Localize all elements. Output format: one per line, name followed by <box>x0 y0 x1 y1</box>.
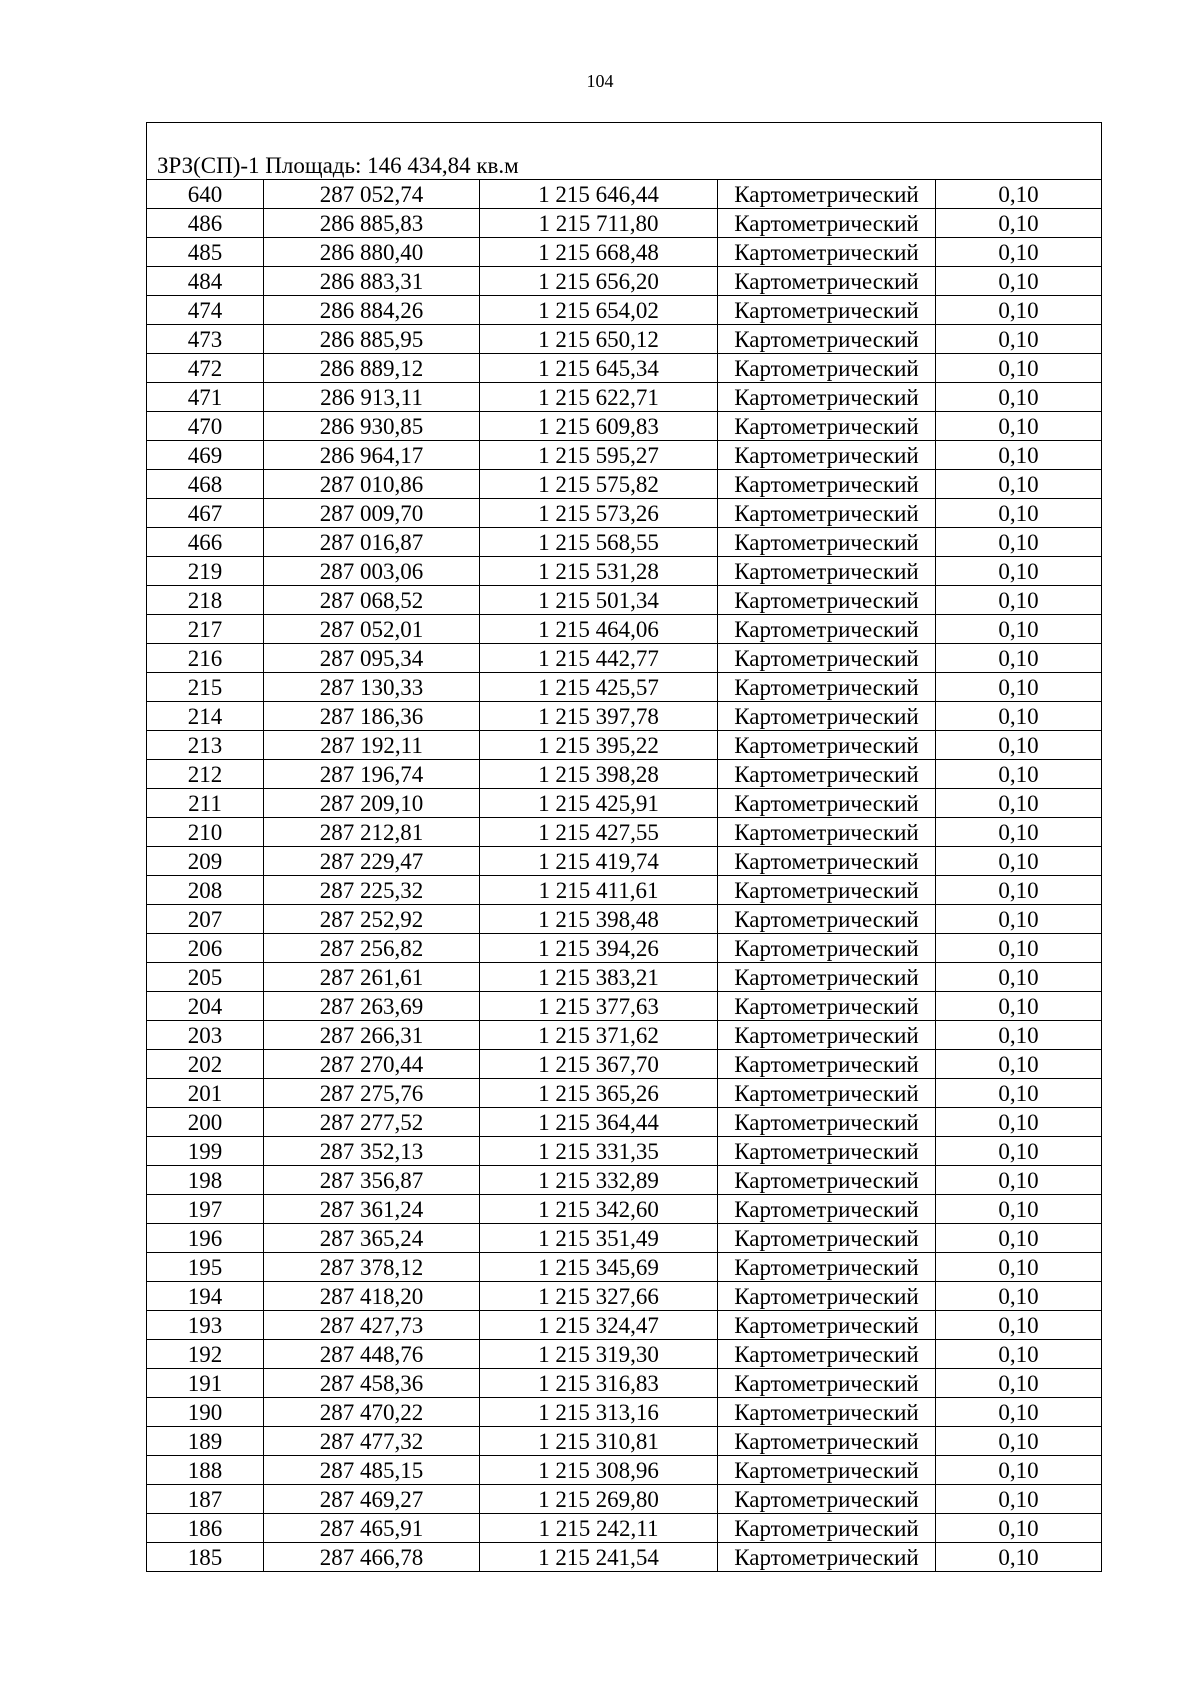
point-number-cell: 203 <box>147 1021 264 1050</box>
x-coordinate-cell: 287 196,74 <box>264 760 480 789</box>
x-coordinate-cell: 287 016,87 <box>264 528 480 557</box>
table-row <box>147 644 1102 673</box>
method-cell: Картометрический <box>718 1050 936 1079</box>
x-coordinate-cell: 287 052,01 <box>264 615 480 644</box>
point-number-cell: 190 <box>147 1398 264 1427</box>
table-row <box>147 818 1102 847</box>
point-number-cell: 186 <box>147 1514 264 1543</box>
y-coordinate-cell: 1 215 411,61 <box>480 876 718 905</box>
x-coordinate-cell: 287 225,32 <box>264 876 480 905</box>
point-number-cell: 207 <box>147 905 264 934</box>
point-number-cell: 212 <box>147 760 264 789</box>
y-coordinate-cell: 1 215 241,54 <box>480 1543 718 1572</box>
y-coordinate-cell: 1 215 442,77 <box>480 644 718 673</box>
x-coordinate-cell: 286 913,11 <box>264 383 480 412</box>
x-coordinate-cell: 287 448,76 <box>264 1340 480 1369</box>
zone-header-row <box>147 123 1102 180</box>
x-coordinate-cell: 287 256,82 <box>264 934 480 963</box>
y-coordinate-cell: 1 215 342,60 <box>480 1195 718 1224</box>
table-row <box>147 528 1102 557</box>
x-coordinate-cell: 287 458,36 <box>264 1369 480 1398</box>
point-number-cell: 191 <box>147 1369 264 1398</box>
y-coordinate-cell: 1 215 501,34 <box>480 586 718 615</box>
point-number-cell: 484 <box>147 267 264 296</box>
table-row <box>147 1253 1102 1282</box>
method-cell: Картометрический <box>718 789 936 818</box>
accuracy-cell: 0,10 <box>936 354 1102 383</box>
point-number-cell: 188 <box>147 1456 264 1485</box>
point-number-cell: 187 <box>147 1485 264 1514</box>
accuracy-cell: 0,10 <box>936 209 1102 238</box>
method-cell: Картометрический <box>718 557 936 586</box>
table-row <box>147 1282 1102 1311</box>
method-cell: Картометрический <box>718 267 936 296</box>
accuracy-cell: 0,10 <box>936 586 1102 615</box>
accuracy-cell: 0,10 <box>936 238 1102 267</box>
accuracy-cell: 0,10 <box>936 1166 1102 1195</box>
table-row <box>147 847 1102 876</box>
y-coordinate-cell: 1 215 650,12 <box>480 325 718 354</box>
y-coordinate-cell: 1 215 395,22 <box>480 731 718 760</box>
method-cell: Картометрический <box>718 760 936 789</box>
table-row <box>147 470 1102 499</box>
table-row <box>147 180 1102 209</box>
method-cell: Картометрический <box>718 586 936 615</box>
method-cell: Картометрический <box>718 180 936 209</box>
y-coordinate-cell: 1 215 398,48 <box>480 905 718 934</box>
point-number-cell: 219 <box>147 557 264 586</box>
method-cell: Картометрический <box>718 383 936 412</box>
accuracy-cell: 0,10 <box>936 818 1102 847</box>
y-coordinate-cell: 1 215 319,30 <box>480 1340 718 1369</box>
point-number-cell: 204 <box>147 992 264 1021</box>
y-coordinate-cell: 1 215 345,69 <box>480 1253 718 1282</box>
point-number-cell: 640 <box>147 180 264 209</box>
method-cell: Картометрический <box>718 731 936 760</box>
y-coordinate-cell: 1 215 371,62 <box>480 1021 718 1050</box>
accuracy-cell: 0,10 <box>936 1079 1102 1108</box>
table-row <box>147 209 1102 238</box>
table-row <box>147 1021 1102 1050</box>
method-cell: Картометрический <box>718 412 936 441</box>
table-row <box>147 325 1102 354</box>
x-coordinate-cell: 287 469,27 <box>264 1485 480 1514</box>
method-cell: Картометрический <box>718 470 936 499</box>
x-coordinate-cell: 287 003,06 <box>264 557 480 586</box>
accuracy-cell: 0,10 <box>936 470 1102 499</box>
x-coordinate-cell: 287 277,52 <box>264 1108 480 1137</box>
x-coordinate-cell: 286 889,12 <box>264 354 480 383</box>
point-number-cell: 472 <box>147 354 264 383</box>
method-cell: Картометрический <box>718 441 936 470</box>
accuracy-cell: 0,10 <box>936 1485 1102 1514</box>
y-coordinate-cell: 1 215 364,44 <box>480 1108 718 1137</box>
y-coordinate-cell: 1 215 531,28 <box>480 557 718 586</box>
method-cell: Картометрический <box>718 644 936 673</box>
method-cell: Картометрический <box>718 1166 936 1195</box>
table-row <box>147 789 1102 818</box>
table-row <box>147 1543 1102 1572</box>
accuracy-cell: 0,10 <box>936 1369 1102 1398</box>
y-coordinate-cell: 1 215 269,80 <box>480 1485 718 1514</box>
y-coordinate-cell: 1 215 427,55 <box>480 818 718 847</box>
y-coordinate-cell: 1 215 324,47 <box>480 1311 718 1340</box>
x-coordinate-cell: 287 266,31 <box>264 1021 480 1050</box>
accuracy-cell: 0,10 <box>936 615 1102 644</box>
y-coordinate-cell: 1 215 351,49 <box>480 1224 718 1253</box>
x-coordinate-cell: 287 212,81 <box>264 818 480 847</box>
point-number-cell: 215 <box>147 673 264 702</box>
table-row <box>147 1166 1102 1195</box>
table-row <box>147 557 1102 586</box>
page-number: 104 <box>586 71 614 91</box>
method-cell: Картометрический <box>718 1456 936 1485</box>
point-number-cell: 200 <box>147 1108 264 1137</box>
point-number-cell: 211 <box>147 789 264 818</box>
x-coordinate-cell: 287 365,24 <box>264 1224 480 1253</box>
method-cell: Картометрический <box>718 1427 936 1456</box>
accuracy-cell: 0,10 <box>936 1021 1102 1050</box>
point-number-cell: 208 <box>147 876 264 905</box>
y-coordinate-cell: 1 215 242,11 <box>480 1514 718 1543</box>
y-coordinate-cell: 1 215 365,26 <box>480 1079 718 1108</box>
zone-title: ЗРЗ(СП)-1 Площадь: 146 434,84 кв.м <box>147 123 1102 180</box>
y-coordinate-cell: 1 215 310,81 <box>480 1427 718 1456</box>
y-coordinate-cell: 1 215 398,28 <box>480 760 718 789</box>
y-coordinate-cell: 1 215 609,83 <box>480 412 718 441</box>
table-row <box>147 1195 1102 1224</box>
point-number-cell: 213 <box>147 731 264 760</box>
point-number-cell: 189 <box>147 1427 264 1456</box>
method-cell: Картометрический <box>718 1021 936 1050</box>
method-cell: Картометрический <box>718 528 936 557</box>
y-coordinate-cell: 1 215 327,66 <box>480 1282 718 1311</box>
method-cell: Картометрический <box>718 905 936 934</box>
method-cell: Картометрический <box>718 963 936 992</box>
x-coordinate-cell: 287 485,15 <box>264 1456 480 1485</box>
method-cell: Картометрический <box>718 1108 936 1137</box>
x-coordinate-cell: 287 252,92 <box>264 905 480 934</box>
table-row <box>147 1137 1102 1166</box>
accuracy-cell: 0,10 <box>936 1340 1102 1369</box>
accuracy-cell: 0,10 <box>936 1050 1102 1079</box>
accuracy-cell: 0,10 <box>936 383 1102 412</box>
x-coordinate-cell: 287 275,76 <box>264 1079 480 1108</box>
y-coordinate-cell: 1 215 397,78 <box>480 702 718 731</box>
method-cell: Картометрический <box>718 1543 936 1572</box>
table-row <box>147 296 1102 325</box>
point-number-cell: 198 <box>147 1166 264 1195</box>
table-row <box>147 673 1102 702</box>
table-row <box>147 1340 1102 1369</box>
accuracy-cell: 0,10 <box>936 412 1102 441</box>
y-coordinate-cell: 1 215 622,71 <box>480 383 718 412</box>
method-cell: Картометрический <box>718 702 936 731</box>
method-cell: Картометрический <box>718 876 936 905</box>
method-cell: Картометрический <box>718 1079 936 1108</box>
x-coordinate-cell: 286 883,31 <box>264 267 480 296</box>
x-coordinate-cell: 286 884,26 <box>264 296 480 325</box>
point-number-cell: 485 <box>147 238 264 267</box>
x-coordinate-cell: 287 465,91 <box>264 1514 480 1543</box>
accuracy-cell: 0,10 <box>936 731 1102 760</box>
table-row <box>147 499 1102 528</box>
x-coordinate-cell: 287 427,73 <box>264 1311 480 1340</box>
accuracy-cell: 0,10 <box>936 1195 1102 1224</box>
accuracy-cell: 0,10 <box>936 325 1102 354</box>
accuracy-cell: 0,10 <box>936 267 1102 296</box>
x-coordinate-cell: 287 209,10 <box>264 789 480 818</box>
y-coordinate-cell: 1 215 308,96 <box>480 1456 718 1485</box>
method-cell: Картометрический <box>718 1311 936 1340</box>
y-coordinate-cell: 1 215 575,82 <box>480 470 718 499</box>
x-coordinate-cell: 286 880,40 <box>264 238 480 267</box>
accuracy-cell: 0,10 <box>936 1514 1102 1543</box>
method-cell: Картометрический <box>718 1485 936 1514</box>
accuracy-cell: 0,10 <box>936 1282 1102 1311</box>
method-cell: Картометрический <box>718 992 936 1021</box>
table-row <box>147 1485 1102 1514</box>
y-coordinate-cell: 1 215 645,34 <box>480 354 718 383</box>
accuracy-cell: 0,10 <box>936 1543 1102 1572</box>
table-row <box>147 1311 1102 1340</box>
x-coordinate-cell: 287 418,20 <box>264 1282 480 1311</box>
table-row <box>147 267 1102 296</box>
accuracy-cell: 0,10 <box>936 499 1102 528</box>
point-number-cell: 196 <box>147 1224 264 1253</box>
method-cell: Картометрический <box>718 209 936 238</box>
point-number-cell: 202 <box>147 1050 264 1079</box>
method-cell: Картометрический <box>718 818 936 847</box>
x-coordinate-cell: 287 356,87 <box>264 1166 480 1195</box>
y-coordinate-cell: 1 215 332,89 <box>480 1166 718 1195</box>
x-coordinate-cell: 287 477,32 <box>264 1427 480 1456</box>
y-coordinate-cell: 1 215 394,26 <box>480 934 718 963</box>
table-row <box>147 1427 1102 1456</box>
accuracy-cell: 0,10 <box>936 992 1102 1021</box>
y-coordinate-cell: 1 215 568,55 <box>480 528 718 557</box>
method-cell: Картометрический <box>718 354 936 383</box>
x-coordinate-cell: 287 130,33 <box>264 673 480 702</box>
accuracy-cell: 0,10 <box>936 934 1102 963</box>
table-row <box>147 412 1102 441</box>
y-coordinate-cell: 1 215 654,02 <box>480 296 718 325</box>
table-row <box>147 876 1102 905</box>
method-cell: Картометрический <box>718 296 936 325</box>
x-coordinate-cell: 287 068,52 <box>264 586 480 615</box>
accuracy-cell: 0,10 <box>936 1456 1102 1485</box>
accuracy-cell: 0,10 <box>936 1427 1102 1456</box>
point-number-cell: 185 <box>147 1543 264 1572</box>
accuracy-cell: 0,10 <box>936 1224 1102 1253</box>
table-row <box>147 1456 1102 1485</box>
point-number-cell: 217 <box>147 615 264 644</box>
table-row <box>147 1079 1102 1108</box>
table-row <box>147 992 1102 1021</box>
x-coordinate-cell: 287 095,34 <box>264 644 480 673</box>
x-coordinate-cell: 287 270,44 <box>264 1050 480 1079</box>
table-row <box>147 1224 1102 1253</box>
table-row <box>147 1108 1102 1137</box>
accuracy-cell: 0,10 <box>936 1108 1102 1137</box>
point-number-cell: 468 <box>147 470 264 499</box>
accuracy-cell: 0,10 <box>936 1137 1102 1166</box>
table-row <box>147 905 1102 934</box>
x-coordinate-cell: 286 885,83 <box>264 209 480 238</box>
point-number-cell: 210 <box>147 818 264 847</box>
accuracy-cell: 0,10 <box>936 673 1102 702</box>
y-coordinate-cell: 1 215 383,21 <box>480 963 718 992</box>
table-row <box>147 615 1102 644</box>
point-number-cell: 470 <box>147 412 264 441</box>
accuracy-cell: 0,10 <box>936 528 1102 557</box>
y-coordinate-cell: 1 215 425,57 <box>480 673 718 702</box>
method-cell: Картометрический <box>718 1253 936 1282</box>
method-cell: Картометрический <box>718 499 936 528</box>
x-coordinate-cell: 287 186,36 <box>264 702 480 731</box>
x-coordinate-cell: 287 466,78 <box>264 1543 480 1572</box>
table-row <box>147 441 1102 470</box>
y-coordinate-cell: 1 215 425,91 <box>480 789 718 818</box>
accuracy-cell: 0,10 <box>936 557 1102 586</box>
point-number-cell: 201 <box>147 1079 264 1108</box>
accuracy-cell: 0,10 <box>936 180 1102 209</box>
point-number-cell: 197 <box>147 1195 264 1224</box>
point-number-cell: 192 <box>147 1340 264 1369</box>
method-cell: Картометрический <box>718 615 936 644</box>
point-number-cell: 218 <box>147 586 264 615</box>
point-number-cell: 467 <box>147 499 264 528</box>
accuracy-cell: 0,10 <box>936 847 1102 876</box>
x-coordinate-cell: 287 052,74 <box>264 180 480 209</box>
table-row <box>147 702 1102 731</box>
table-row <box>147 238 1102 267</box>
x-coordinate-cell: 287 470,22 <box>264 1398 480 1427</box>
y-coordinate-cell: 1 215 711,80 <box>480 209 718 238</box>
point-number-cell: 474 <box>147 296 264 325</box>
method-cell: Картометрический <box>718 1195 936 1224</box>
x-coordinate-cell: 287 192,11 <box>264 731 480 760</box>
x-coordinate-cell: 287 229,47 <box>264 847 480 876</box>
accuracy-cell: 0,10 <box>936 905 1102 934</box>
table-row <box>147 586 1102 615</box>
x-coordinate-cell: 287 263,69 <box>264 992 480 1021</box>
method-cell: Картометрический <box>718 1137 936 1166</box>
accuracy-cell: 0,10 <box>936 1253 1102 1282</box>
method-cell: Картометрический <box>718 1369 936 1398</box>
x-coordinate-cell: 287 261,61 <box>264 963 480 992</box>
table-row <box>147 1514 1102 1543</box>
x-coordinate-cell: 286 964,17 <box>264 441 480 470</box>
y-coordinate-cell: 1 215 419,74 <box>480 847 718 876</box>
x-coordinate-cell: 287 361,24 <box>264 1195 480 1224</box>
method-cell: Картометрический <box>718 325 936 354</box>
table-row <box>147 731 1102 760</box>
table-row <box>147 1369 1102 1398</box>
table-row <box>147 760 1102 789</box>
method-cell: Картометрический <box>718 1514 936 1543</box>
accuracy-cell: 0,10 <box>936 702 1102 731</box>
accuracy-cell: 0,10 <box>936 789 1102 818</box>
accuracy-cell: 0,10 <box>936 441 1102 470</box>
point-number-cell: 469 <box>147 441 264 470</box>
table-row <box>147 1398 1102 1427</box>
point-number-cell: 209 <box>147 847 264 876</box>
table-row <box>147 354 1102 383</box>
point-number-cell: 193 <box>147 1311 264 1340</box>
method-cell: Картометрический <box>718 1340 936 1369</box>
point-number-cell: 214 <box>147 702 264 731</box>
y-coordinate-cell: 1 215 316,83 <box>480 1369 718 1398</box>
point-number-cell: 466 <box>147 528 264 557</box>
y-coordinate-cell: 1 215 646,44 <box>480 180 718 209</box>
accuracy-cell: 0,10 <box>936 760 1102 789</box>
coordinates-table-body <box>147 123 1102 1572</box>
accuracy-cell: 0,10 <box>936 1398 1102 1427</box>
y-coordinate-cell: 1 215 331,35 <box>480 1137 718 1166</box>
point-number-cell: 486 <box>147 209 264 238</box>
accuracy-cell: 0,10 <box>936 963 1102 992</box>
y-coordinate-cell: 1 215 573,26 <box>480 499 718 528</box>
x-coordinate-cell: 287 378,12 <box>264 1253 480 1282</box>
table-row <box>147 1050 1102 1079</box>
x-coordinate-cell: 286 930,85 <box>264 412 480 441</box>
method-cell: Картометрический <box>718 847 936 876</box>
table-row <box>147 383 1102 412</box>
x-coordinate-cell: 286 885,95 <box>264 325 480 354</box>
table-row <box>147 934 1102 963</box>
y-coordinate-cell: 1 215 367,70 <box>480 1050 718 1079</box>
point-number-cell: 205 <box>147 963 264 992</box>
method-cell: Картометрический <box>718 238 936 267</box>
accuracy-cell: 0,10 <box>936 644 1102 673</box>
x-coordinate-cell: 287 010,86 <box>264 470 480 499</box>
method-cell: Картометрический <box>718 1282 936 1311</box>
accuracy-cell: 0,10 <box>936 1311 1102 1340</box>
point-number-cell: 199 <box>147 1137 264 1166</box>
y-coordinate-cell: 1 215 595,27 <box>480 441 718 470</box>
point-number-cell: 206 <box>147 934 264 963</box>
y-coordinate-cell: 1 215 313,16 <box>480 1398 718 1427</box>
x-coordinate-cell: 287 352,13 <box>264 1137 480 1166</box>
point-number-cell: 471 <box>147 383 264 412</box>
table-row <box>147 963 1102 992</box>
coordinates-table <box>146 122 1102 1572</box>
method-cell: Картометрический <box>718 1224 936 1253</box>
y-coordinate-cell: 1 215 377,63 <box>480 992 718 1021</box>
point-number-cell: 216 <box>147 644 264 673</box>
accuracy-cell: 0,10 <box>936 876 1102 905</box>
y-coordinate-cell: 1 215 656,20 <box>480 267 718 296</box>
y-coordinate-cell: 1 215 668,48 <box>480 238 718 267</box>
method-cell: Картометрический <box>718 1398 936 1427</box>
accuracy-cell: 0,10 <box>936 296 1102 325</box>
method-cell: Картометрический <box>718 934 936 963</box>
y-coordinate-cell: 1 215 464,06 <box>480 615 718 644</box>
method-cell: Картометрический <box>718 673 936 702</box>
point-number-cell: 473 <box>147 325 264 354</box>
point-number-cell: 194 <box>147 1282 264 1311</box>
point-number-cell: 195 <box>147 1253 264 1282</box>
x-coordinate-cell: 287 009,70 <box>264 499 480 528</box>
